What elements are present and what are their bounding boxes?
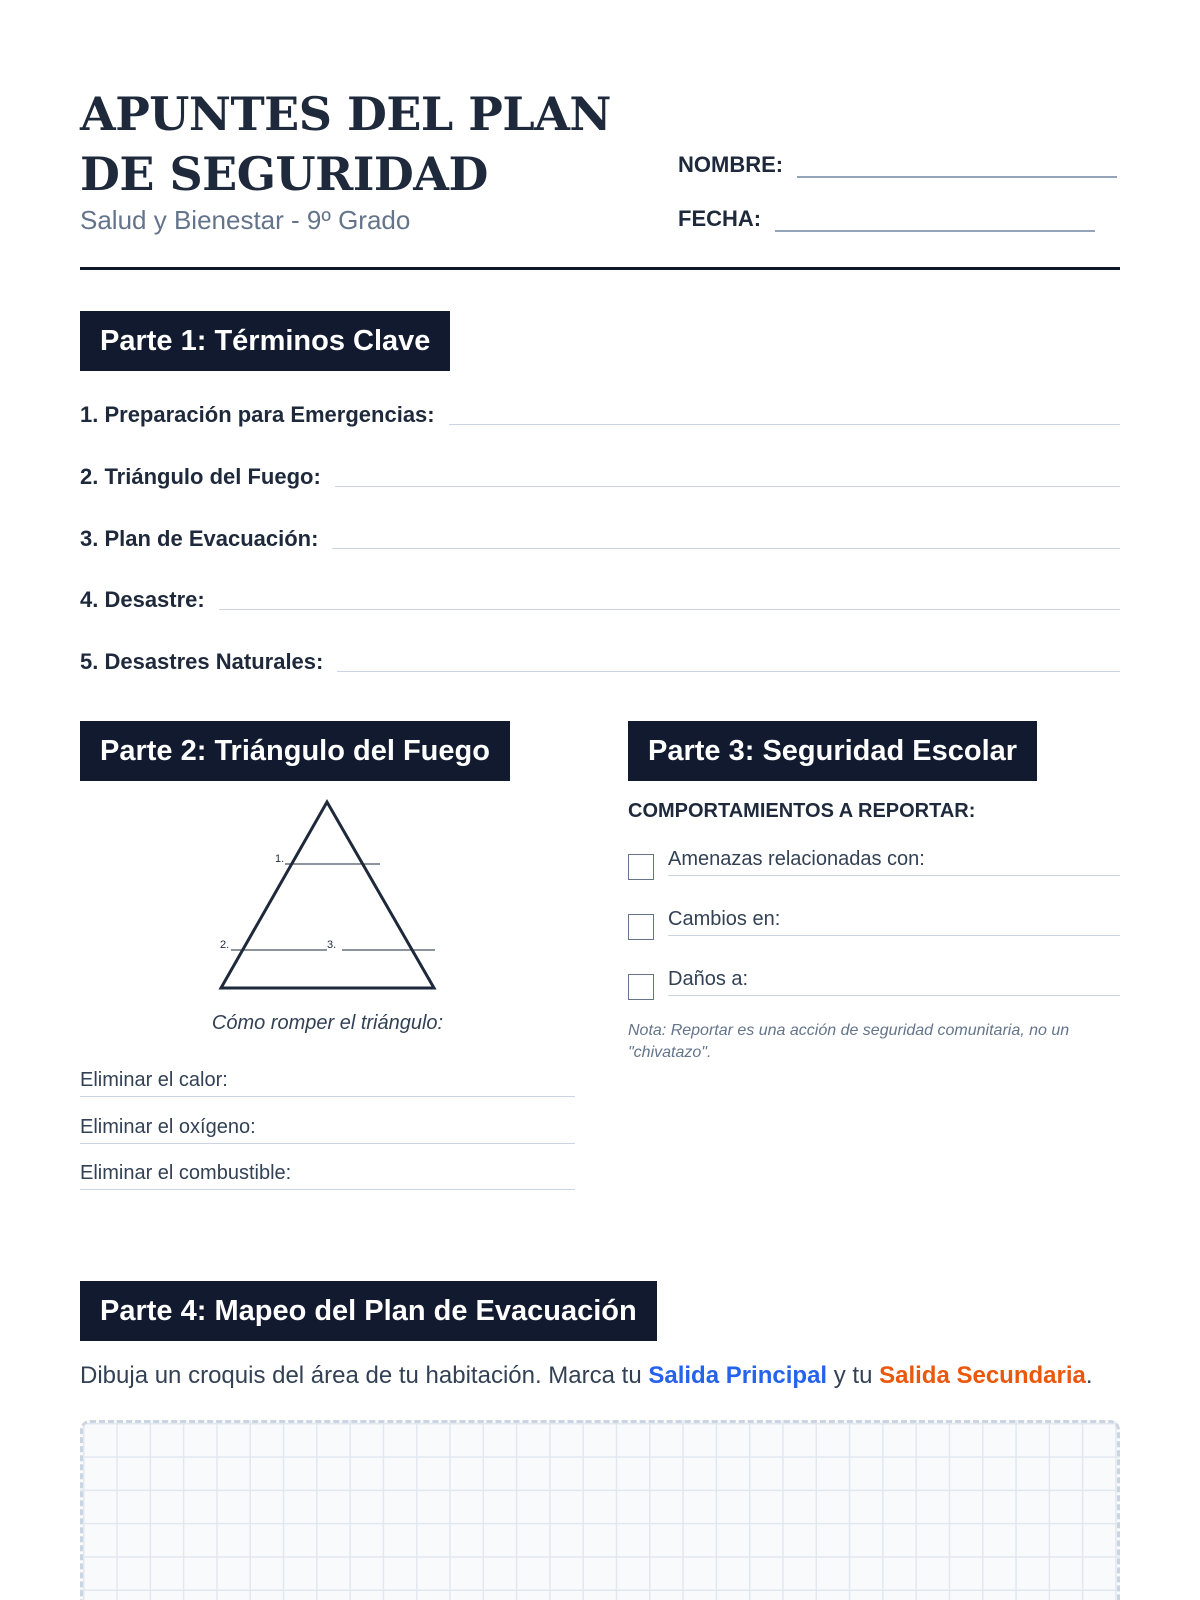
term-label: 5. Desastres Naturales: xyxy=(80,649,324,674)
date-input-line[interactable] xyxy=(775,206,1095,232)
eliminate-oxygen-line[interactable]: Eliminar el oxígeno: xyxy=(80,1116,575,1144)
term-label: 1. Preparación para Emergencias: xyxy=(80,402,435,427)
term-label: 2. Triángulo del Fuego: xyxy=(80,464,321,489)
mapping-instructions xyxy=(80,1362,1093,1390)
part1-heading: Parte 1: Términos Clave xyxy=(80,311,450,371)
term-row xyxy=(80,587,1120,613)
behavior-label[interactable]: Amenazas relacionadas con: xyxy=(668,848,1120,876)
term-answer-line[interactable] xyxy=(219,609,1120,610)
part2-heading: Parte 2: Triángulo del Fuego xyxy=(80,721,510,781)
triangle-caption: Cómo romper el triángulo: xyxy=(211,1012,444,1034)
triangle-label-2: 2. xyxy=(220,939,230,951)
triangle-label-1: 1. xyxy=(275,853,285,865)
page-subtitle: Salud y Bienestar - 9º Grado xyxy=(80,205,411,235)
term-answer-line[interactable] xyxy=(335,486,1120,487)
term-label: 4. Desastre: xyxy=(80,587,205,612)
triangle-label-3: 3. xyxy=(327,939,337,951)
behaviors-heading: COMPORTAMIENTOS A REPORTAR: xyxy=(628,800,976,822)
behavior-item xyxy=(628,848,1120,876)
behavior-item xyxy=(628,968,1120,996)
reporting-note: Nota: Reportar es una acción de seguridad comunitaria, no un "chivatazo". xyxy=(628,1022,1070,1061)
behavior-checkbox[interactable] xyxy=(628,914,654,940)
term-row xyxy=(80,649,1120,675)
behavior-label[interactable]: Daños a: xyxy=(668,968,1120,996)
part3-heading: Parte 3: Seguridad Escolar xyxy=(628,721,1037,781)
term-row xyxy=(80,526,1120,552)
behavior-checkbox[interactable] xyxy=(628,854,654,880)
date-field xyxy=(678,206,1095,232)
term-answer-line[interactable] xyxy=(449,424,1120,425)
instruction-text: Dibuja un croquis del área de tu habitación. Marca tu xyxy=(80,1362,649,1389)
drawing-grid-area[interactable] xyxy=(80,1420,1120,1600)
instruction-text: . xyxy=(1085,1362,1093,1389)
fire-triangle-diagram xyxy=(210,795,450,995)
main-exit-label: Salida Principal xyxy=(648,1362,828,1389)
term-row xyxy=(80,402,1120,428)
term-answer-line[interactable] xyxy=(332,548,1120,549)
fire-triangle-outline xyxy=(221,802,434,988)
eliminate-fuel-line[interactable]: Eliminar el combustible: xyxy=(80,1162,575,1190)
instruction-text: y tu xyxy=(827,1362,880,1389)
page-title: APUNTES DEL PLAN DE SEGURIDAD xyxy=(80,87,611,201)
behavior-checkbox[interactable] xyxy=(628,974,654,1000)
name-field xyxy=(678,152,1117,178)
term-label: 3. Plan de Evacuación: xyxy=(80,526,319,551)
term-row xyxy=(80,464,1120,490)
secondary-exit-label: Salida Secundaria xyxy=(879,1362,1086,1389)
term-answer-line[interactable] xyxy=(337,671,1120,672)
eliminate-heat-line[interactable]: Eliminar el calor: xyxy=(80,1069,575,1097)
behavior-item xyxy=(628,908,1120,936)
part4-heading: Parte 4: Mapeo del Plan de Evacuación xyxy=(80,1281,657,1341)
header-divider xyxy=(80,267,1120,270)
behavior-label[interactable]: Cambios en: xyxy=(668,908,1120,936)
name-label: NOMBRE: xyxy=(678,152,784,177)
date-label: FECHA: xyxy=(678,206,762,231)
name-input-line[interactable] xyxy=(797,152,1117,178)
